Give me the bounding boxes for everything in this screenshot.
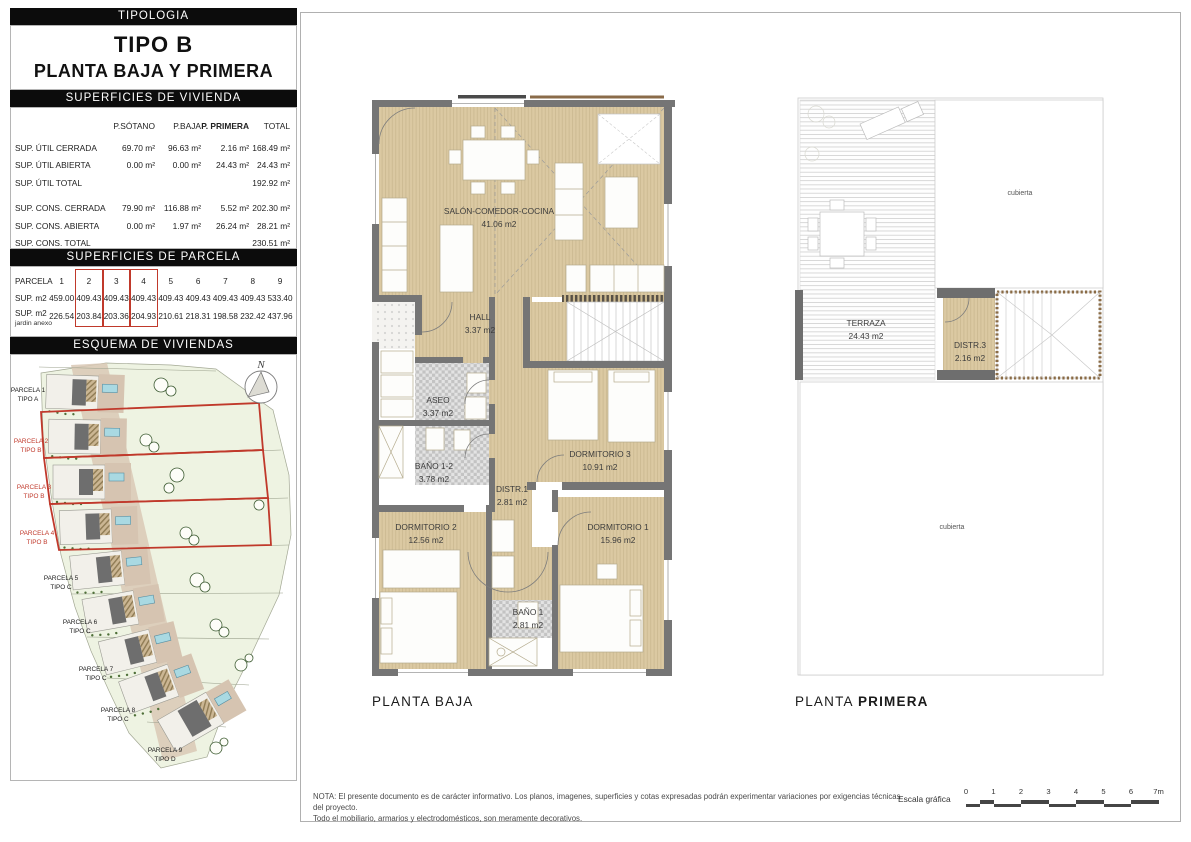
room-area-dorm2: 12.56 m2 xyxy=(408,535,444,545)
room-label-distr3: DISTR.3 xyxy=(953,340,987,350)
scale-tick: 5 xyxy=(1101,787,1106,796)
room-area-aseo: 3.37 m2 xyxy=(422,408,454,418)
vivienda-col-header: P.SÓTANO xyxy=(113,121,155,131)
vivienda-cell: 26.24 m² xyxy=(215,220,249,231)
parcela-number: 5 xyxy=(168,277,174,286)
parcela-table xyxy=(10,266,297,337)
parcel-label: TIPO B xyxy=(23,493,45,500)
scale-tick: 2 xyxy=(1018,787,1024,796)
room-label-dorm1: DORMITORIO 1 xyxy=(587,522,649,532)
room-area-distr3: 2.16 m2 xyxy=(954,353,986,363)
vivienda-corner-cell xyxy=(15,108,105,140)
site-plan xyxy=(11,355,296,780)
esquema-header-bar: ESQUEMA DE VIVIENDAS xyxy=(10,337,297,354)
parcela-number: 6 xyxy=(195,277,201,286)
scale-segment xyxy=(994,804,1022,808)
vivienda-cell: 168.49 m² xyxy=(252,142,290,153)
first-floor-staircase xyxy=(997,292,1100,378)
north-label: N xyxy=(257,359,265,371)
parcela-sup: 409.43 xyxy=(185,294,211,303)
room-area-terraza: 24.43 m2 xyxy=(848,331,884,341)
parcel-label: PARCELA 1 xyxy=(11,387,46,394)
parcela-jardin: 203.84 xyxy=(76,312,102,321)
scale-segment xyxy=(1021,800,1049,804)
scale-segment xyxy=(980,800,994,804)
scale-tick: 7m xyxy=(1153,787,1164,796)
parcel-label: PARCELA 4 xyxy=(19,530,55,537)
scale-tick: 0 xyxy=(963,787,969,796)
vivienda-cell: 1.97 m² xyxy=(172,220,201,231)
escala-label: Escala gráfica xyxy=(898,794,951,804)
parcela-jardin: 232.42 xyxy=(240,312,266,321)
parcela-jardin: 203.36 xyxy=(103,312,129,321)
parcela-sup: 409.43 xyxy=(158,294,184,303)
parcela-jardin: 198.58 xyxy=(212,312,238,321)
north-arrow-icon xyxy=(245,359,277,403)
parcel-label: TIPO C xyxy=(50,584,72,591)
parcela-jardin: 210.61 xyxy=(158,312,184,321)
parcela-sup: 533.40 xyxy=(267,294,293,303)
room-area-bano12: 3.78 m2 xyxy=(418,474,450,484)
scale-tick: 4 xyxy=(1073,787,1079,796)
parcela-number: 8 xyxy=(250,277,255,286)
nota-line-1: NOTA: El presente documento es de carácter informativo. Los planos, imagenes, superficies y cotas expresadas podrán experimentar variaciones por exigencias técnicas del proyecto. xyxy=(313,792,901,812)
vivienda-cell xyxy=(105,175,155,193)
vivienda-header-bar: SUPERFICIES DE VIVIENDA xyxy=(10,90,297,107)
vivienda-row-label: SUP. CONS. ABIERTA xyxy=(15,220,100,231)
room-area-dorm3: 10.91 m2 xyxy=(582,462,618,472)
vivienda-cell: 192.92 m² xyxy=(252,177,290,188)
planta-baja-caption: PLANTA BAJA xyxy=(372,694,474,709)
parcela-sup: 409.43 xyxy=(212,294,238,303)
vivienda-row-label: SUP. ÚTIL CERRADA xyxy=(15,142,97,153)
highlight-parcela-2 xyxy=(75,269,103,327)
room-label-bano12: BAÑO 1-2 xyxy=(414,461,454,471)
vivienda-cell: 96.63 m² xyxy=(167,142,201,153)
parcela-jardin-header: SUP. m2 jardin anexo xyxy=(15,309,53,327)
vivienda-cell: 0.00 m² xyxy=(172,160,201,170)
parcel-label: TIPO B xyxy=(26,539,48,546)
scale-segment xyxy=(966,804,980,808)
vivienda-row-label: SUP. CONS. CERRADA xyxy=(15,203,106,213)
parcel-label: PARCELA 8 xyxy=(100,707,136,714)
house-parcela-3 xyxy=(53,463,131,505)
vivienda-cell: 28.21 m² xyxy=(256,220,290,231)
vivienda-row-label: SUP. CONS. TOTAL xyxy=(15,238,91,248)
parcela-number: 4 xyxy=(141,277,146,286)
parcela-sup: 409.43 xyxy=(240,294,266,303)
room-area-dorm1: 15.96 m2 xyxy=(600,535,636,545)
vivienda-cell: 5.52 m² xyxy=(220,203,249,213)
parcel-label: TIPO B xyxy=(20,447,42,454)
parcela-jardin: 204.93 xyxy=(131,312,157,321)
parcela-jardin: 437.96 xyxy=(267,312,293,321)
scale-tick: 6 xyxy=(1128,787,1134,796)
planta-primera-caption xyxy=(795,694,929,709)
parcel-label: TIPO D xyxy=(154,756,176,763)
planta-primera-caption-word2: PRIMERA xyxy=(857,694,929,709)
parcel-label: TIPO C xyxy=(85,675,107,682)
room-area-distr1: 2.81 m2 xyxy=(496,497,528,507)
parcela-jardin: 226.54 xyxy=(49,312,75,321)
scale-tick: 1 xyxy=(991,787,996,796)
vivienda-row-label: SUP. ÚTIL ABIERTA xyxy=(15,160,91,170)
room-area-salon: 41.06 m2 xyxy=(481,219,517,229)
scale-segment xyxy=(1104,804,1132,808)
scale-segment xyxy=(1076,800,1104,804)
highlight-parcela-3 xyxy=(103,269,131,327)
parcel-label: PARCELA 2 xyxy=(13,438,49,445)
vivienda-cell xyxy=(155,175,201,193)
vivienda-col-header: P. PRIMERA xyxy=(201,121,249,131)
parcela-number: 7 xyxy=(223,277,228,286)
vivienda-cell: 0.00 m² xyxy=(126,220,155,231)
parcela-number: 9 xyxy=(277,277,283,286)
type-name: TIPO B xyxy=(113,32,194,57)
scale-tick: 3 xyxy=(1046,787,1051,796)
tipologia-header-bar: TIPOLOGIA xyxy=(10,8,297,25)
room-label-dorm3: DORMITORIO 3 xyxy=(569,449,631,459)
vivienda-cell: 24.43 m² xyxy=(256,160,290,170)
room-area-hall: 3.37 m2 xyxy=(464,325,496,335)
parcel-label: PARCELA 9 xyxy=(147,747,183,754)
parcela-header-bar: SUPERFICIES DE PARCELA xyxy=(10,249,297,266)
parcela-sup: 409.43 xyxy=(103,294,129,303)
vivienda-cell: 202.30 m² xyxy=(252,203,290,213)
parcela-sup-header: SUP. m2 xyxy=(15,294,47,303)
room-label-terraza: TERRAZA xyxy=(846,318,886,328)
type-title-box xyxy=(10,25,297,90)
parcel-label: TIPO C xyxy=(107,716,129,723)
parcela-sup: 459.00 xyxy=(49,294,75,303)
parcela-row-header: PARCELA xyxy=(15,277,53,286)
vivienda-row-label: SUP. ÚTIL TOTAL xyxy=(15,177,83,188)
room-label-dorm2: DORMITORIO 2 xyxy=(395,522,457,532)
room-label-aseo: ASEO xyxy=(426,395,450,405)
planta-baja-plan xyxy=(368,92,680,684)
graphic-scale xyxy=(963,787,1166,809)
vivienda-cell: 116.88 m² xyxy=(163,203,201,213)
vivienda-cell: 0.00 m² xyxy=(126,160,155,170)
parcela-sup: 409.43 xyxy=(76,294,102,303)
vivienda-table xyxy=(10,107,297,249)
planta-primera-plan xyxy=(790,92,1110,684)
room-label-bano1: BAÑO 1 xyxy=(512,607,544,617)
parcel-label: TIPO A xyxy=(17,396,39,403)
highlight-parcela-4 xyxy=(130,269,158,327)
scale-segment xyxy=(1131,800,1159,804)
vivienda-cell: 2.16 m² xyxy=(220,142,249,153)
parcela-jardin-subheader: jardin anexo xyxy=(15,320,53,327)
vivienda-col-header: TOTAL xyxy=(263,121,290,131)
esquema-box xyxy=(10,354,297,781)
vivienda-cell: 24.43 m² xyxy=(215,160,249,170)
parcela-sup: 409.43 xyxy=(131,294,157,303)
first-floor-areas xyxy=(798,98,1103,675)
vivienda-cell xyxy=(201,175,249,193)
vivienda-cell: 79.90 m² xyxy=(121,203,155,213)
parcel-label: TIPO C xyxy=(69,628,91,635)
room-area-bano1: 2.81 m2 xyxy=(512,620,544,630)
parcela-jardin: 218.31 xyxy=(185,312,211,321)
cubierta-main-label: cubierta xyxy=(939,524,965,531)
cubierta-top-label: cubierta xyxy=(1007,190,1033,197)
room-label-salon: SALÓN-COMEDOR-COCINA xyxy=(443,206,555,216)
nota-text xyxy=(313,791,901,824)
parcel-label: PARCELA 7 xyxy=(78,666,114,673)
room-label-hall: HALL xyxy=(469,312,491,322)
type-floors: PLANTA BAJA Y PRIMERA xyxy=(33,61,274,81)
parcel-label: PARCELA 6 xyxy=(62,619,98,626)
scale-segment xyxy=(1049,804,1077,808)
parcel-label: PARCELA 3 xyxy=(16,484,52,491)
vivienda-cell: 69.70 m² xyxy=(121,142,155,153)
nota-line-2: Todo el mobiliario, armarios y electrodomésticos, son meramente decorativos. xyxy=(313,814,583,823)
parcela-number: 1 xyxy=(59,277,64,286)
vivienda-col-header: P.BAJA xyxy=(173,121,201,131)
parcel-label: PARCELA 5 xyxy=(43,575,79,582)
planta-primera-caption-word1: PLANTA xyxy=(795,694,853,709)
vivienda-cell: 230.51 m² xyxy=(252,238,290,248)
parcela-number: 3 xyxy=(113,277,119,286)
room-label-distr1: DISTR.1 xyxy=(495,484,529,494)
parcela-number: 2 xyxy=(86,277,92,286)
